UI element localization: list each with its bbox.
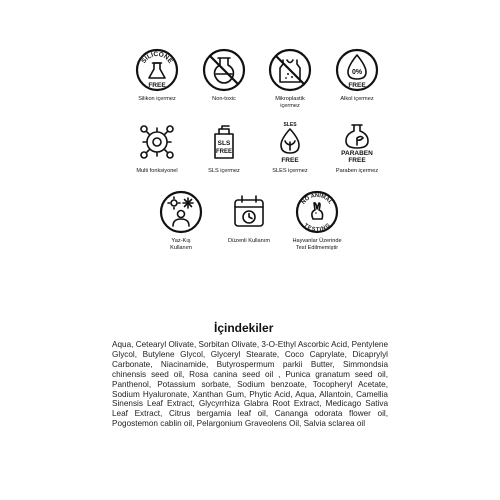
icon-text-2: FREE: [348, 157, 366, 164]
badge-caption: Alkol içermez: [340, 96, 374, 102]
microplastic-free-icon: [268, 48, 312, 92]
badge-caption: Yaz-Kış Kullanım: [170, 238, 192, 251]
ingredients-text: Aqua, Cetearyl Olivate, Sorbitan Olivate, 3-O-Ethyl Ascorbic Acid, Pentylene Glycol, Butylene Glycol, Glyceryl Stearate, Coco Caprylate, Dicaprylyl Carbonate, Niacinamide, Butyrospermum parkii Butter, Simmondsia chinensis seed oil, Rosa canina seed oil , Punica granatum seed oil, Panthenol, Potassium sorbate, Sodium benzoate, Tocopheryl Acetate, Sodium Hyaluronate, Xanthan Gum, Phytic Acid, Aqua, Allantoin, Camellia Sinensis Leaf Extract, Glycyrrhiza Glabra Root Extract, Medicago Sativa Leaf Extract, Citrus bergamia leaf oil, Cananga odorata flower oil, Pogostemon cablin oil, Pelargonium Graveolens Oil, Salvia sclarea oil: [112, 340, 388, 429]
no-animal-testing-icon: [295, 190, 339, 234]
icon-text-2: FREE: [281, 157, 299, 164]
badge-alcohol-free: [317, 48, 397, 103]
svg-text:TESTING: [302, 223, 331, 234]
icon-text-1: SLES: [283, 122, 297, 128]
ingredients-title: İçindekiler: [214, 321, 274, 335]
badge-no-animal-testing: [277, 190, 357, 252]
badge-paraben-free: [317, 120, 397, 175]
badge-caption: Hayvanlar Üzerinde Test Edilmemiştir: [292, 238, 342, 251]
sls-free-icon: [202, 120, 246, 164]
non-toxic-icon: [202, 48, 246, 92]
alcohol-free-icon: [335, 48, 379, 92]
icon-text-2: FREE: [215, 149, 233, 155]
badge-caption: Mikroplastik içermez: [275, 96, 305, 109]
bottom-text: TESTING: [302, 222, 332, 234]
icon-text-1: SLS: [217, 140, 231, 147]
silicone-free-icon: [135, 48, 179, 92]
badge-caption: SLES içermez: [272, 168, 308, 174]
summer-winter-icon: [159, 190, 203, 234]
paraben-free-icon: [335, 120, 379, 164]
badge-caption: SLS içermez: [208, 168, 240, 174]
sles-free-icon: [268, 120, 312, 164]
badge-caption: Non-toxic: [212, 96, 236, 102]
badge-caption: Multi fonksiyonel: [136, 168, 178, 174]
ring-text: NO ANIMAL: [300, 192, 334, 206]
badge-caption: Düzenli Kullanım: [228, 238, 270, 244]
icon-text-1: PARABEN: [341, 150, 373, 157]
badge-caption: Silikon içermez: [138, 96, 176, 102]
ring-text: SILICONE: [140, 50, 174, 65]
bottom-text: FREE: [148, 82, 166, 89]
bottom-text: FREE: [348, 82, 366, 89]
regular-use-calendar-icon: [227, 190, 271, 234]
icon-text: 0%: [351, 69, 363, 76]
multifunctional-icon: [135, 120, 179, 164]
badge-caption: Paraben içermez: [335, 168, 379, 174]
